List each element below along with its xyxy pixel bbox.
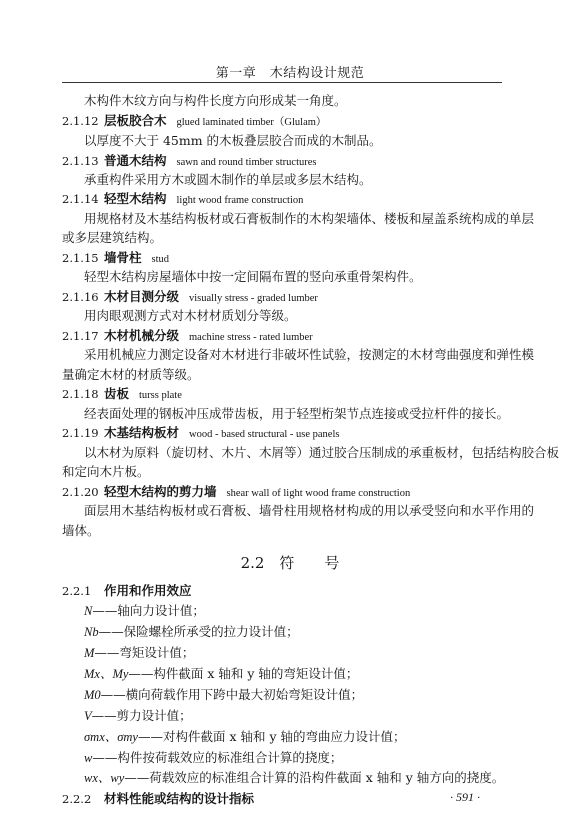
definition-number: 2.1.20 — [62, 485, 99, 499]
definition-number: 2.1.15 — [62, 251, 99, 265]
definition-body: 或多层建筑结构。 — [62, 230, 163, 245]
definition-number: 2.1.17 — [62, 329, 99, 343]
definition-body: 面层用木基结构板材或石膏板、墙骨柱用规格材构成的用以承受竖向和水平作用的 — [84, 503, 535, 518]
symbol: w — [84, 751, 93, 765]
symbol-entry — [84, 603, 205, 619]
symbol-description: ——轴向力设计值； — [92, 603, 205, 618]
symbol: σmx、σmy — [84, 730, 138, 744]
definition-term: 木基结构板材 — [104, 425, 180, 440]
definition-english: glued laminated timber（Glulam） — [176, 117, 327, 128]
definition-number: 2.1.19 — [62, 426, 99, 440]
definition-number: 2.1.16 — [62, 290, 99, 304]
definition-heading — [62, 386, 182, 404]
symbol: Mx、My — [84, 667, 129, 681]
definition-heading — [62, 153, 316, 171]
symbol: wx、wy — [84, 771, 125, 785]
definition-english: wood - based structural - use panels — [189, 429, 340, 440]
definition-english: light wood frame construction — [176, 195, 304, 206]
symbol-description: ——构件按荷载效应的标准组合计算的挠度； — [92, 750, 343, 765]
definition-heading — [62, 484, 410, 502]
symbol-entry — [84, 729, 406, 745]
symbol-description: ——保险螺栓所承受的拉力设计值； — [98, 624, 299, 639]
definition-term: 轻型木结构 — [104, 191, 167, 206]
symbol-entry — [84, 666, 358, 682]
definition-heading — [62, 289, 318, 307]
definition-english: sawn and round timber structures — [176, 157, 317, 168]
definition-english: visually stress - graded lumber — [189, 293, 318, 304]
definition-body: 和定向木片板。 — [62, 464, 150, 479]
definition-body: 以木材为原料（旋切材、木片、木屑等）通过胶合压制成的承重板材，包括结构胶合板 — [84, 445, 560, 460]
header-rule — [62, 82, 502, 83]
definition-number: 2.1.18 — [62, 387, 99, 401]
definition-heading — [62, 328, 313, 346]
definition-number: 2.1.13 — [62, 154, 99, 168]
symbol-entry — [84, 708, 192, 724]
definition-heading — [62, 191, 303, 209]
definition-body: 轻型木结构房屋墙体中按一定间隔布置的竖向承重骨架构件。 — [84, 269, 422, 284]
definition-heading — [62, 250, 169, 268]
symbol-description: ——对构件截面 x 轴和 y 轴的弯曲应力设计值； — [137, 729, 406, 744]
subsection-heading — [62, 791, 264, 807]
definition-term: 普通木结构 — [104, 153, 167, 168]
definition-number: 2.1.12 — [62, 114, 99, 128]
definition-heading — [62, 425, 339, 443]
symbol-description: ——构件截面 x 轴和 y 轴的弯矩设计值； — [128, 666, 359, 681]
definition-body: 用肉眼观测方式对木材材质划分等级。 — [84, 308, 297, 323]
definition-term: 墙骨柱 — [104, 250, 142, 265]
definition-body: 以厚度不大于 45mm 的木板叠层胶合而成的木制品。 — [84, 133, 382, 148]
subsection-heading — [62, 583, 202, 599]
definition-body: 墙体。 — [62, 523, 100, 538]
symbol-description: ——荷载效应的标准组合计算的沿构件截面 x 轴和 y 轴方向的挠度。 — [124, 770, 505, 785]
definition-english: machine stress - rated lumber — [189, 332, 313, 343]
definition-body: 承重构件采用方木或圆木制作的单层或多层木结构。 — [84, 172, 372, 187]
symbol: Nb — [84, 625, 99, 639]
definition-body: 用规格材及木基结构板材或石膏板制作的木构架墙体、楼板和屋盖系统构成的单层 — [84, 211, 535, 226]
symbol: V — [84, 709, 92, 723]
page-number: · 591 · — [450, 790, 480, 804]
definition-term: 木材机械分级 — [104, 328, 180, 343]
symbol-description: ——横向荷载作用下跨中最大初始弯矩设计值； — [100, 687, 364, 702]
definition-body: 采用机械应力测定设备对木材进行非破坏性试验，按测定的木材弯曲强度和弹性模 — [84, 347, 535, 362]
definition-english: shear wall of light wood frame construction — [226, 488, 411, 499]
definition-term: 齿板 — [104, 386, 130, 401]
definition-number: 2.1.14 — [62, 192, 99, 206]
symbol: M0 — [84, 688, 101, 702]
page-header: 第一章 木结构设计规范 — [215, 66, 365, 81]
definition-heading — [62, 113, 326, 131]
definition-english: stud — [151, 254, 170, 265]
subsection-title: 材料性能或结构的设计指标 — [104, 791, 255, 806]
definition-term: 轻型木结构的剪力墙 — [104, 484, 217, 499]
subsection-number: 2.2.1 — [62, 584, 92, 598]
definition-body: 经表面处理的钢板冲压成带齿板，用于轻型桁架节点连接或受拉杆件的接长。 — [84, 406, 510, 421]
symbol-entry — [84, 624, 299, 640]
definition-term: 木材目测分级 — [104, 289, 180, 304]
symbol-entry — [84, 645, 194, 661]
symbol-entry — [84, 687, 363, 703]
symbol-description: ——弯矩设计值； — [94, 645, 195, 660]
symbol-description: ——剪力设计值； — [91, 708, 192, 723]
symbol-entry — [84, 750, 342, 766]
symbol: M — [84, 646, 95, 660]
subsection-title: 作用和作用效应 — [104, 583, 192, 598]
section-title: 2.2 符 号 — [240, 554, 340, 572]
paragraph-continuation: 木构件木纹方向与构件长度方向形成某一角度。 — [84, 93, 347, 108]
definition-english: turss plate — [139, 390, 182, 401]
subsection-number: 2.2.2 — [62, 792, 92, 806]
definition-term: 层板胶合木 — [104, 113, 167, 128]
symbol-entry — [84, 770, 504, 786]
symbol: N — [84, 604, 93, 618]
definition-body: 量确定木材的材质等级。 — [62, 367, 200, 382]
